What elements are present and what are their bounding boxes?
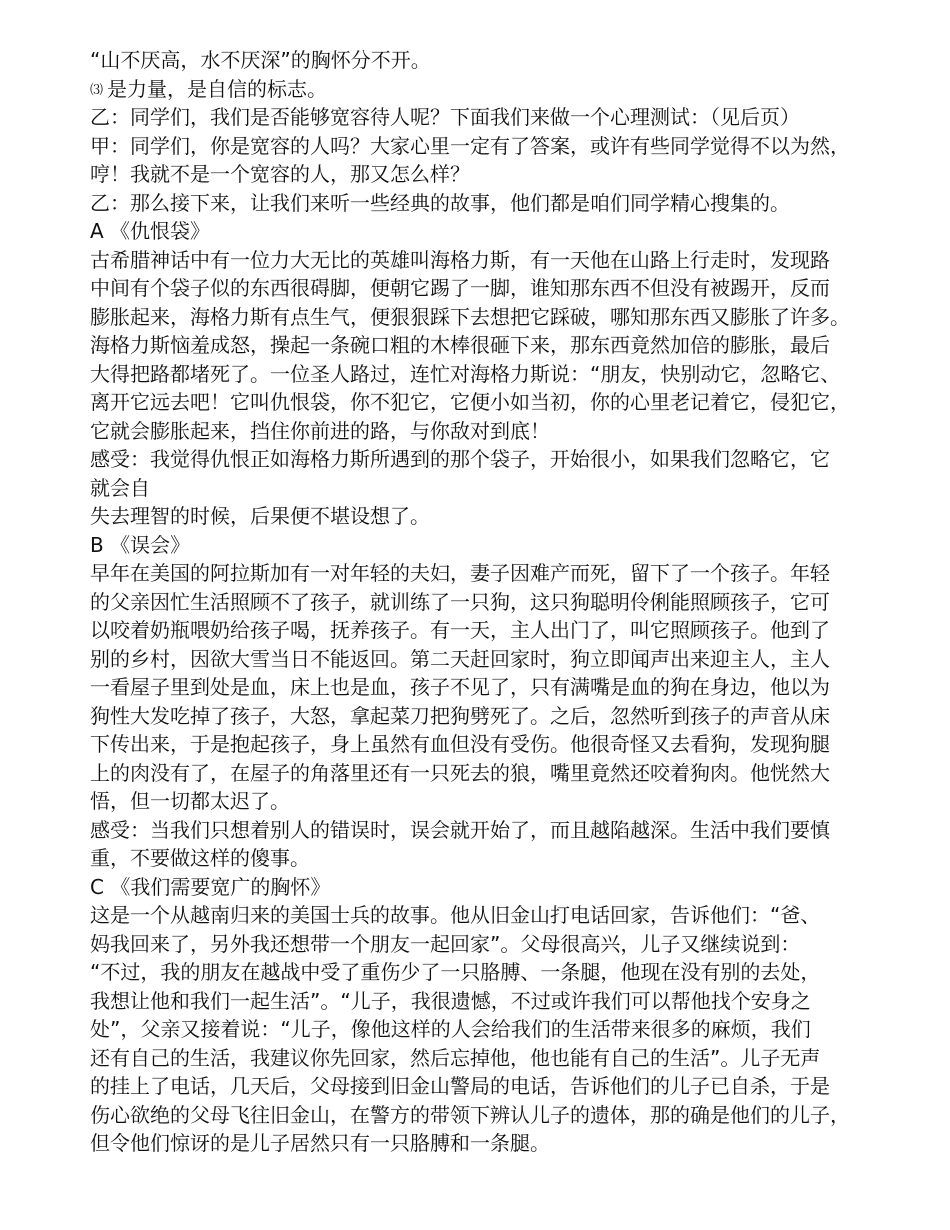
text-line: 的挂上了电话，几天后，父母接到旧金山警局的电话，告诉他们的儿子已自杀，于是: [90, 1074, 830, 1098]
text-line-numbered: [90, 75, 910, 104]
text-line: 古希腊神话中有一位力大无比的英雄叫海格力斯，有一天他在山路上行走时，发现路: [90, 247, 830, 272]
text-line: 大得把路都堵死了。一位圣人路过，连忙对海格力斯说：“朋友，快别动它，忽略它、: [90, 361, 841, 386]
text-line: 但令他们惊讶的是儿子居然只有一只胳膊和一条腿。: [90, 1131, 550, 1155]
text-line: 的父亲因忙生活照顾不了孩子，就训练了一只狗，这只狗聪明伶俐能照顾孩子，它可: [90, 589, 830, 614]
text-line: 处”，父亲又接着说：“儿子，像他这样的人会给我们的生活带来很多的麻烦，我们: [90, 1017, 811, 1041]
text-line: 乙：同学们，我们是否能够宽容待人呢？下面我们来做一个心理测试：（见后页）: [90, 105, 800, 129]
section-heading: C 《我们需要宽广的胸怀》: [90, 874, 331, 899]
text-line: 乙：那么接下来，让我们来听一些经典的故事，他们都是咱们同学精心搜集的。: [90, 190, 790, 215]
document-page: [90, 46, 910, 1158]
text-line: 感受：我觉得仇恨正如海格力斯所遇到的那个袋子，开始很小，如果我们忽略它，它: [90, 447, 830, 471]
text-line: 妈我回来了，另外我还想带一个朋友一起回家”。父母很高兴，儿子又继续说到：: [90, 931, 801, 956]
text-line: 是力量，是自信的标志。: [107, 76, 328, 101]
text-line: 伤心欲绝的父母飞往旧金山，在警方的带领下辨认儿子的遗体，那的确是他们的儿子，: [90, 1102, 850, 1127]
text-line: 膨胀起来，海格力斯有点生气，便狠狠踩下去想把它踩破，哪知那东西又膨胀了许多。: [90, 304, 850, 329]
text-line: 狗性大发吃掉了孩子，大怒，拿起菜刀把狗劈死了。之后，忽然听到孩子的声音从床: [90, 703, 830, 728]
text-line: 悟，但一切都太迟了。: [90, 789, 290, 813]
text-line: 一看屋子里到处是血，床上也是血，孩子不见了，只有满嘴是血的狗在身边，他以为: [90, 675, 830, 699]
text-line: 上的肉没有了，在屋子的角落里还有一只死去的狼，嘴里竟然还咬着狗肉。他恍然大: [90, 760, 830, 785]
text-line: 离开它远去吧！它叫仇恨袋，你不犯它，它便小如当初，你的心里老记着它，侵犯它，: [90, 390, 850, 414]
enumeration-marker: ⑶: [90, 82, 104, 98]
text-line: 就会自: [90, 475, 150, 500]
text-line: “山不厌高，水不厌深”的胸怀分不开。: [90, 48, 431, 72]
text-line: 它就会膨胀起来，挡住你前进的路，与你敌对到底！: [90, 418, 550, 443]
text-line: 重，不要做这样的傻事。: [90, 846, 310, 870]
text-line: 早年在美国的阿拉斯加有一对年轻的夫妇，妻子因难产而死，留下了一个孩子。年轻: [90, 561, 830, 585]
section-heading: A 《仇恨袋》: [90, 219, 211, 243]
text-line: 甲：同学们，你是宽容的人吗？大家心里一定有了答案，或许有些同学觉得不以为然，: [90, 133, 850, 158]
text-line: 以咬着奶瓶喂奶给孩子喝，抚养孩子。有一天，主人出门了，叫它照顾孩子。他到了: [90, 618, 830, 642]
text-line: 别的乡村，因欲大雪当日不能返回。第二天赶回家时，狗立即闻声出来迎主人，主人: [90, 646, 830, 671]
text-line: 失去理智的时候，后果便不堪设想了。: [90, 504, 430, 528]
text-line: 这是一个从越南归来的美国士兵的故事。他从旧金山打电话回家，告诉他们：“爸、: [90, 903, 821, 927]
text-line: 中间有个袋子似的东西很碍脚，便朝它踢了一脚，谁知那东西不但没有被踢开，反而: [90, 276, 830, 300]
text-line: 海格力斯恼羞成怒，操起一条碗口粗的木棒很砸下来，那东西竟然加倍的膨胀，最后: [90, 333, 830, 357]
text-line: 还有自己的生活，我建议你先回家，然后忘掉他，他也能有自己的生活”。儿子无声: [90, 1045, 821, 1070]
text-line: 下传出来，于是抱起孩子，身上虽然有血但没有受伤。他很奇怪又去看狗，发现狗腿: [90, 732, 830, 756]
text-line: “不过，我的朋友在越战中受了重伤少了一只胳膊、一条腿，他现在没有别的去处，: [90, 960, 821, 984]
text-line: 哼！我就不是一个宽容的人，那又怎么样？: [90, 162, 470, 186]
section-heading: B 《误会》: [90, 532, 191, 557]
text-line: 感受：当我们只想着别人的错误时，误会就开始了，而且越陷越深。生活中我们要慎: [90, 817, 830, 842]
text-line: 我想让他和我们一起生活”。“儿子，我很遗憾，不过或许我们可以帮他找个安身之: [90, 988, 811, 1013]
